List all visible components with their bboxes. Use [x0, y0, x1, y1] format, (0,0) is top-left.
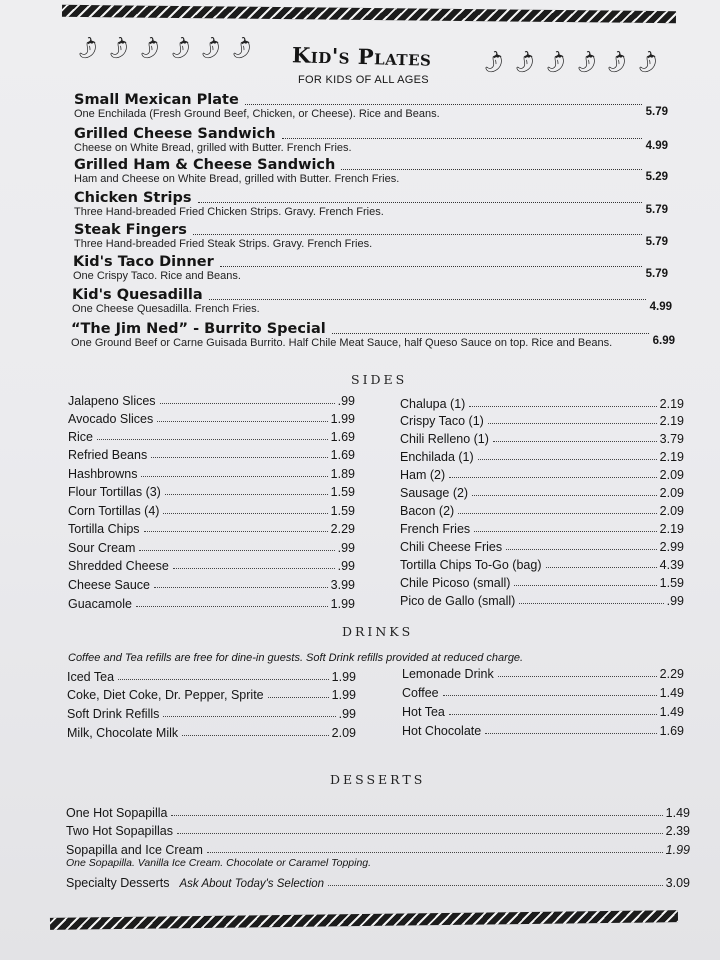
item-name: Cheese Sauce	[68, 578, 151, 592]
item-note: Ask About Today's Selection	[179, 878, 325, 890]
item-price: 1.89	[330, 467, 355, 481]
drinks-title: DRINKS	[342, 624, 414, 639]
item-price: 3.79	[659, 432, 684, 446]
item-price: 5.79	[645, 236, 668, 248]
leader-dots	[173, 567, 335, 569]
item-name: Chalupa (1)	[400, 397, 466, 411]
item-name: Tortilla Chips To-Go (bag)	[400, 558, 542, 572]
kids-item	[71, 321, 675, 349]
leader-dots	[472, 494, 657, 496]
leader-dots	[498, 675, 657, 677]
side-row	[68, 394, 355, 408]
item-price: 1.49	[659, 705, 684, 719]
side-row	[400, 576, 684, 590]
side-row	[400, 468, 684, 482]
item-price: 1.99	[330, 597, 355, 611]
leader-dots	[478, 458, 657, 460]
item-name: Chicken Strips	[74, 190, 192, 206]
leader-dots	[514, 584, 656, 586]
side-row	[68, 559, 355, 573]
side-row	[400, 414, 684, 428]
item-price: 2.19	[659, 397, 684, 411]
item-name: Rice	[68, 430, 94, 444]
leader-dots	[469, 405, 656, 407]
item-name: Hashbrowns	[68, 467, 138, 481]
item-name: Corn Tortillas (4)	[68, 504, 160, 518]
item-name: French Fries	[400, 522, 471, 536]
sopapilla-description: One Sopapilla. Vanilla Ice Cream. Chocolate or Caramel Topping.	[66, 857, 372, 869]
side-row	[68, 541, 355, 555]
sides-title: SIDES	[351, 372, 408, 387]
pepper-row-left	[72, 34, 257, 63]
drink-row	[67, 670, 356, 684]
item-price: 2.09	[331, 726, 356, 740]
item-price: 1.59	[330, 485, 355, 499]
item-name: Specialty Desserts	[66, 876, 170, 890]
leader-dots	[332, 332, 649, 334]
chili-pepper-icon: 🌶	[103, 34, 134, 63]
item-price: 2.19	[659, 450, 684, 464]
side-row	[68, 448, 355, 462]
leader-dots	[488, 422, 657, 424]
chili-pepper-icon: 🌶	[72, 34, 103, 63]
item-price: 3.09	[665, 876, 690, 890]
chili-pepper-icon: 🌶	[540, 48, 570, 77]
decorative-border-top	[62, 5, 676, 23]
leader-dots	[182, 734, 329, 736]
leader-dots	[154, 586, 328, 588]
leader-dots	[141, 475, 327, 477]
leader-dots	[165, 493, 328, 495]
item-name: Hot Chocolate	[402, 724, 482, 738]
leader-dots	[282, 137, 642, 139]
side-row	[400, 504, 684, 518]
item-price: 2.09	[659, 486, 684, 500]
item-name: Small Mexican Plate	[74, 92, 239, 108]
item-price: 5.79	[645, 106, 668, 118]
leader-dots	[245, 103, 642, 105]
drink-row	[402, 667, 684, 681]
kids-plates-title: Kid's Plates	[291, 42, 432, 71]
item-description: One Enchilada (Fresh Ground Beef, Chicken, or Cheese). Rice and Beans.	[74, 108, 440, 120]
item-price: 2.19	[659, 522, 684, 536]
item-price: 2.19	[659, 414, 684, 428]
leader-dots	[198, 201, 642, 203]
chili-pepper-icon: 🌶	[478, 48, 509, 77]
item-name: Steak Fingers	[74, 222, 187, 238]
item-price: 2.29	[330, 522, 355, 536]
item-name: Coke, Diet Coke, Dr. Pepper, Sprite	[67, 688, 264, 702]
item-price: 1.99	[665, 843, 690, 857]
side-row	[68, 485, 355, 499]
dessert-row	[66, 843, 690, 857]
side-row	[68, 597, 355, 611]
drink-row	[402, 724, 684, 738]
leader-dots	[207, 851, 663, 853]
item-name: Soft Drink Refills	[67, 707, 160, 721]
leader-dots	[220, 265, 642, 267]
item-price: .99	[337, 394, 355, 408]
item-name: Chili Relleno (1)	[400, 432, 489, 446]
item-price: 2.29	[659, 667, 684, 681]
chili-pepper-icon: 🌶	[226, 34, 257, 63]
item-name: Milk, Chocolate Milk	[67, 726, 179, 740]
item-price: 5.79	[645, 268, 668, 280]
item-name: Grilled Ham & Cheese Sandwich	[74, 157, 336, 173]
item-name: One Hot Sopapilla	[66, 806, 168, 820]
item-name: Sour Cream	[68, 541, 136, 555]
item-name: Two Hot Sopapillas	[66, 824, 174, 838]
item-price: 5.29	[645, 171, 668, 183]
item-price: 2.09	[659, 468, 684, 482]
item-description: One Ground Beef or Carne Guisada Burrito. Half Chile Meat Sauce, half Queso Sauce on top. Rice and Beans.	[71, 337, 613, 349]
chili-pepper-icon: 🌶	[134, 34, 164, 63]
drink-row	[402, 705, 684, 719]
item-name: Flour Tortillas (3)	[68, 485, 161, 499]
item-name: Jalapeno Slices	[68, 394, 156, 408]
chili-pepper-icon: 🌶	[196, 34, 226, 63]
item-name: Enchilada (1)	[400, 450, 474, 464]
item-name: Hot Tea	[402, 705, 445, 719]
item-description: One Crispy Taco. Rice and Beans.	[73, 270, 241, 282]
item-name: Sopapilla and Ice Cream	[66, 843, 203, 857]
side-row	[400, 522, 684, 536]
item-name: Tortilla Chips	[68, 522, 140, 536]
leader-dots	[118, 678, 329, 680]
side-row	[400, 397, 684, 411]
leader-dots	[443, 694, 657, 696]
item-price: 1.99	[331, 670, 356, 684]
leader-dots	[136, 605, 328, 607]
item-price: .99	[338, 707, 356, 721]
side-row	[68, 578, 355, 592]
chili-pepper-icon: 🌶	[571, 48, 601, 77]
item-price: 2.39	[665, 824, 690, 838]
leader-dots	[506, 548, 657, 550]
chili-pepper-icon: 🌶	[509, 48, 540, 77]
leader-dots	[177, 832, 663, 834]
kids-item	[74, 222, 668, 250]
decorative-border-bottom	[50, 910, 678, 930]
drink-row	[67, 707, 356, 721]
leader-dots	[139, 549, 334, 551]
side-row	[400, 432, 684, 446]
drink-row	[67, 726, 356, 740]
item-price: 1.69	[659, 724, 684, 738]
item-name: Kid's Quesadilla	[72, 287, 203, 303]
leader-dots	[485, 732, 656, 734]
item-name: Sausage (2)	[400, 486, 469, 500]
side-row	[400, 450, 684, 464]
leader-dots	[328, 884, 663, 886]
leader-dots	[209, 298, 646, 300]
dessert-row	[66, 824, 690, 838]
side-row	[68, 467, 355, 481]
item-price: 6.99	[652, 335, 675, 347]
item-price: 1.69	[330, 430, 355, 444]
pepper-row-right	[478, 48, 663, 77]
item-description: One Cheese Quesadilla. French Fries.	[72, 303, 260, 315]
item-price: 2.99	[659, 540, 684, 554]
item-price: 1.59	[659, 576, 684, 590]
item-price: 3.99	[330, 578, 355, 592]
item-description: Cheese on White Bread, grilled with Butter. French Fries.	[74, 142, 352, 154]
item-name: Shredded Cheese	[68, 559, 169, 573]
kids-item	[74, 190, 668, 218]
leader-dots	[546, 566, 657, 568]
dessert-row	[66, 876, 690, 890]
item-name: Pico de Gallo (small)	[400, 594, 516, 608]
leader-dots	[341, 168, 641, 170]
item-price: .99	[337, 541, 355, 555]
kids-item	[74, 126, 668, 154]
drinks-refill-note: Coffee and Tea refills are free for dine-in guests. Soft Drink refills provided at reduced charge.	[68, 652, 524, 664]
kids-item	[74, 157, 668, 185]
leader-dots	[157, 420, 327, 422]
chili-pepper-icon: 🌶	[602, 48, 632, 77]
item-price: 2.09	[659, 504, 684, 518]
leader-dots	[171, 814, 662, 816]
leader-dots	[160, 402, 335, 404]
item-name: Grilled Cheese Sandwich	[74, 126, 276, 142]
drink-row	[402, 686, 684, 700]
side-row	[68, 430, 355, 444]
leader-dots	[493, 440, 657, 442]
item-name: Avocado Slices	[68, 412, 154, 426]
item-price: .99	[337, 559, 355, 573]
item-name: Guacamole	[68, 597, 132, 611]
leader-dots	[193, 233, 642, 235]
leader-dots	[268, 696, 329, 698]
side-row	[400, 540, 684, 554]
side-row	[68, 504, 355, 518]
dessert-row	[66, 806, 690, 820]
leader-dots	[151, 456, 327, 458]
item-description: Ham and Cheese on White Bread, grilled with Butter. French Fries.	[74, 173, 400, 185]
leader-dots	[163, 715, 335, 717]
drink-row	[67, 688, 356, 702]
side-row	[400, 558, 684, 572]
item-price: 1.49	[665, 806, 690, 820]
item-price: 1.99	[331, 688, 356, 702]
item-price: 4.39	[659, 558, 684, 572]
item-name: Coffee	[402, 686, 439, 700]
item-price: .99	[666, 594, 684, 608]
item-name: Chili Cheese Fries	[400, 540, 503, 554]
leader-dots	[163, 512, 327, 514]
kids-item	[72, 287, 672, 315]
side-row	[400, 486, 684, 500]
desserts-title: DESSERTS	[330, 772, 426, 787]
item-name: Lemonade Drink	[402, 667, 494, 681]
chili-pepper-icon: 🌶	[632, 48, 663, 77]
leader-dots	[458, 512, 656, 514]
leader-dots	[474, 530, 657, 532]
item-name: Iced Tea	[67, 670, 115, 684]
item-name: Chile Picoso (small)	[400, 576, 511, 590]
side-row	[400, 594, 684, 608]
item-description: Three Hand-breaded Fried Steak Strips. Gravy. French Fries.	[74, 238, 373, 250]
kids-item	[74, 92, 668, 120]
item-name: Refried Beans	[68, 448, 148, 462]
side-row	[68, 522, 355, 536]
leader-dots	[449, 713, 657, 715]
item-price: 1.99	[330, 412, 355, 426]
item-price: 4.99	[649, 301, 672, 313]
item-price: 1.59	[330, 504, 355, 518]
item-name: Kid's Taco Dinner	[73, 254, 214, 270]
side-row	[68, 412, 355, 426]
item-price: 1.49	[659, 686, 684, 700]
item-description: Three Hand-breaded Fried Chicken Strips. Gravy. French Fries.	[74, 206, 384, 218]
item-name: Crispy Taco (1)	[400, 414, 484, 428]
kids-item	[73, 254, 668, 282]
item-name: Bacon (2)	[400, 504, 455, 518]
leader-dots	[97, 438, 328, 440]
leader-dots	[449, 476, 657, 478]
chili-pepper-icon: 🌶	[165, 34, 195, 63]
item-name: “The Jim Ned” - Burrito Special	[71, 321, 326, 337]
item-price: 1.69	[330, 448, 355, 462]
item-name: Ham (2)	[400, 468, 446, 482]
leader-dots	[519, 602, 663, 604]
kids-plates-subtitle: FOR KIDS OF ALL AGES	[298, 74, 429, 86]
item-price: 4.99	[645, 140, 668, 152]
item-price: 5.79	[645, 204, 668, 216]
leader-dots	[144, 530, 328, 532]
